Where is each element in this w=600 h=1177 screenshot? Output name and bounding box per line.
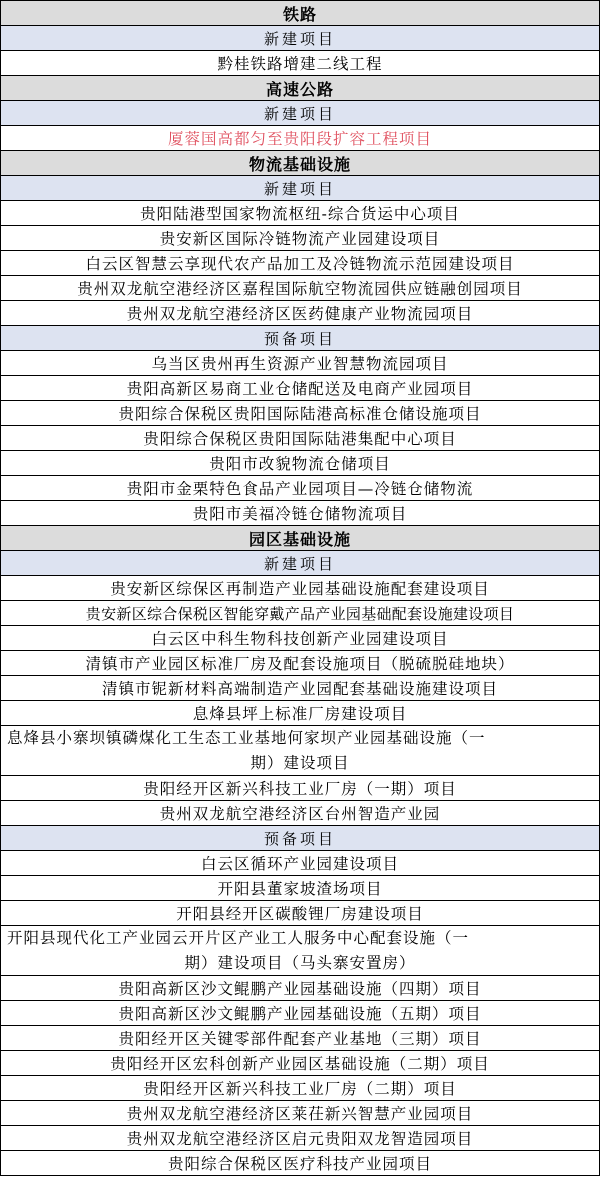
subheader-new-projects: 新建项目 (0, 26, 600, 51)
table-row: 贵阳陆港型国家物流枢纽-综合货运中心项目 (0, 201, 600, 226)
table-row: 黔桂铁路增建二线工程 (0, 51, 600, 76)
table-row: 开阳县经开区碳酸锂厂房建设项目 (0, 901, 600, 926)
table-row: 乌当区贵州再生资源产业智慧物流园项目 (0, 351, 600, 376)
table-row: 白云区中科生物科技创新产业园建设项目 (0, 626, 600, 651)
row-line-2: 期）建设项目（马头寨安置房） (184, 953, 416, 972)
table-row: 清镇市产业园区标准厂房及配套设施项目（脱硫脱硅地块） (0, 651, 600, 676)
table-row: 开阳县董家坡渣场项目 (0, 876, 600, 901)
row-line-1: 开阳县现代化工产业园云开片区产业工人服务中心配套设施（一 (7, 928, 470, 947)
category-header-railway: 铁路 (0, 1, 600, 26)
table-row-highlighted: 厦蓉国高都匀至贵阳段扩容工程项目 (0, 126, 600, 151)
table-row: 贵阳高新区沙文鲲鹏产业园基础设施（四期）项目 (0, 976, 600, 1001)
table-row: 贵阳市改貌物流仓储项目 (0, 451, 600, 476)
table-row: 贵安新区综保区再制造产业园基础设施配套建设项目 (0, 576, 600, 601)
table-row: 贵安新区国际冷链物流产业园建设项目 (0, 226, 600, 251)
table-row: 白云区智慧云享现代农产品加工及冷链物流示范园建设项目 (0, 251, 600, 276)
subheader-reserve-projects: 预备项目 (0, 826, 600, 851)
table-row: 贵安新区综合保税区智能穿戴产品产业园基础配套设施建设项目 (0, 601, 600, 626)
table-row-wrapped (0, 726, 600, 776)
table-row: 息烽县坪上标准厂房建设项目 (0, 701, 600, 726)
subheader-new-projects: 新建项目 (0, 101, 600, 126)
subheader-new-projects: 新建项目 (0, 176, 600, 201)
table-row: 贵阳综合保税区贵阳国际陆港高标准仓储设施项目 (0, 401, 600, 426)
table-row: 清镇市铌新材料高端制造产业园配套基础设施建设项目 (0, 676, 600, 701)
table-row: 贵阳市美福冷链仓储物流项目 (0, 501, 600, 526)
table-row-wrapped (0, 926, 600, 976)
table-row: 贵阳经开区宏科创新产业园区基础设施（二期）项目 (0, 1051, 600, 1076)
row-line-2: 期）建设项目 (250, 753, 350, 772)
subheader-new-projects: 新建项目 (0, 551, 600, 576)
table-row: 贵州双龙航空港经济区启元贵阳双龙智造园项目 (0, 1126, 600, 1151)
subheader-reserve-projects: 预备项目 (0, 326, 600, 351)
row-line-1: 息烽县小寨坝镇磷煤化工生态工业基地何家坝产业园基础设施（一 (7, 728, 486, 747)
table-row: 贵阳经开区关键零部件配套产业基地（三期）项目 (0, 1026, 600, 1051)
table-row: 贵阳经开区新兴科技工业厂房（二期）项目 (0, 1076, 600, 1101)
table-row: 贵阳经开区新兴科技工业厂房（一期）项目 (0, 776, 600, 801)
table-row: 贵阳高新区沙文鲲鹏产业园基础设施（五期）项目 (0, 1001, 600, 1026)
category-header-highway: 高速公路 (0, 76, 600, 101)
category-header-park: 园区基础设施 (0, 526, 600, 551)
table-row: 白云区循环产业园建设项目 (0, 851, 600, 876)
table-row: 贵阳综合保税区医疗科技产业园项目 (0, 1151, 600, 1176)
table-row: 贵州双龙航空港经济区台州智造产业园 (0, 801, 600, 826)
table-row: 贵州双龙航空港经济区医药健康产业物流园项目 (0, 301, 600, 326)
category-header-logistics: 物流基础设施 (0, 151, 600, 176)
table-row: 贵阳高新区易商工业仓储配送及电商产业园项目 (0, 376, 600, 401)
table-row: 贵阳市金栗特色食品产业园项目—冷链仓储物流 (0, 476, 600, 501)
table-row: 贵州双龙航空港经济区莱茌新兴智慧产业园项目 (0, 1101, 600, 1126)
table-row: 贵阳综合保税区贵阳国际陆港集配中心项目 (0, 426, 600, 451)
table-row: 贵州双龙航空港经济区嘉程国际航空物流园供应链融创园项目 (0, 276, 600, 301)
